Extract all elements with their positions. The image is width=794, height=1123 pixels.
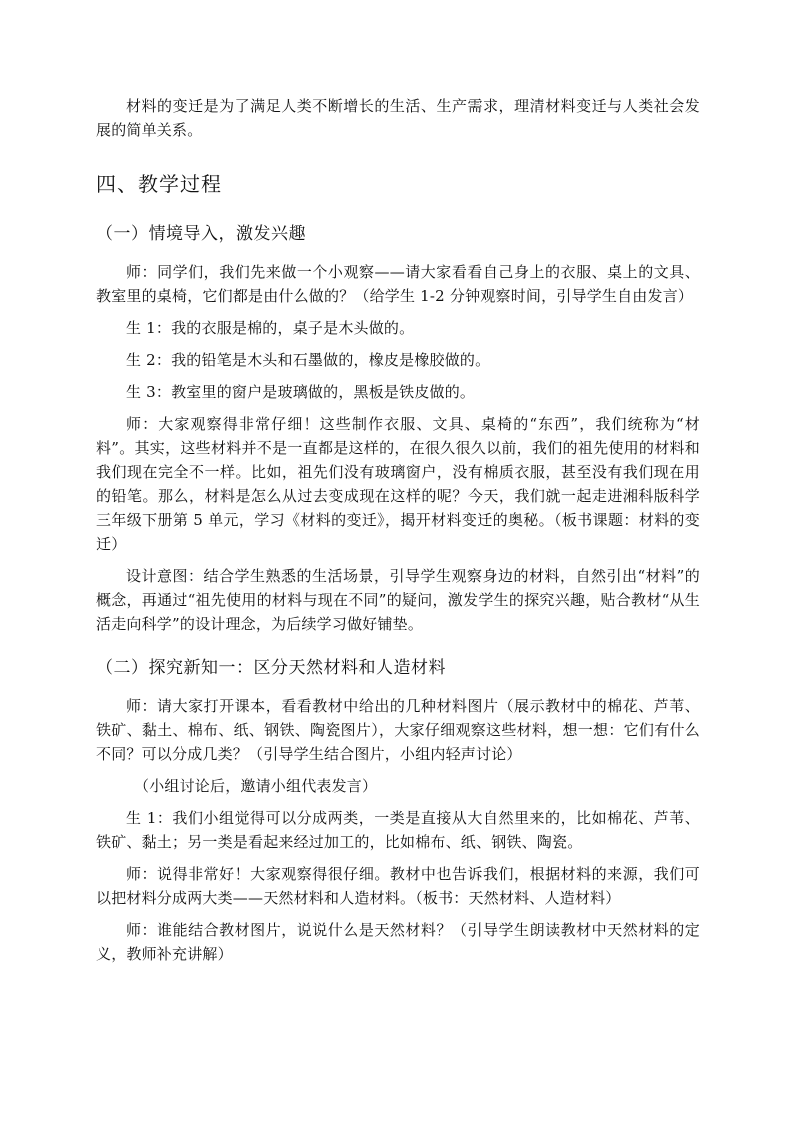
teacher-summary-paragraph: 师：大家观察得非常仔细！这些制作衣服、文具、桌椅的“东西”，我们统称为“材料”。其实，这些材料并不是一直都是这样的，在很久很久以前，我们的祖先使用的材料和我们现在完全不一样。比如，祖先们没有玻璃窗户，没有棉质衣服，甚至没有我们现在用的铅笔。那么，材料是怎么从过去变成现在这样的呢？今天，我们就一起走进湘科版科学三年级下册第 5 单元，学习《材料的变迁》，揭开材料变迁的奥秘。（板书课题：材料的变迁）: [96, 415, 700, 553]
student-3-answer: 生 3：教室里的窗户是玻璃做的，黑板是铁皮做的。: [126, 383, 476, 401]
part-2-heading: （二）探究新知一：区分天然材料和人造材料: [96, 658, 446, 678]
group-discussion-note: （小组讨论后，邀请小组代表发言）: [134, 777, 378, 795]
intro-paragraph: 材料的变迁是为了满足人类不断增长的生活、生产需求，理清材料变迁与人类社会发展的简单关系。: [96, 97, 700, 139]
part-1-heading: （一）情境导入，激发兴趣: [96, 224, 306, 244]
teacher-classification-paragraph: 师：说得非常好！大家观察得很仔细。教材中也告诉我们，根据材料的来源，我们可以把材料分成两大类——天然材料和人造材料。（板书：天然材料、人造材料）: [96, 865, 700, 907]
teacher-natural-material-question: 师：谁能结合教材图片，说说什么是天然材料？（引导学生朗读教材中天然材料的定义，教师补充讲解）: [96, 921, 700, 963]
teacher-question-paragraph: 师：同学们，我们先来做一个小观察——请大家看看自己身上的衣服、桌上的文具、教室里的桌椅，它们都是由什么做的？（给学生 1-2 分钟观察时间，引导学生自由发言）: [96, 263, 700, 305]
student-2-answer: 生 2：我的铅笔是木头和石墨做的，橡皮是橡胶做的。: [126, 351, 491, 369]
document-page: [96, 94, 700, 974]
part-2: [96, 656, 700, 966]
student-1-answer: 生 1：我的衣服是棉的，桌子是木头做的。: [126, 319, 415, 337]
design-intent-paragraph: 设计意图：结合学生熟悉的生活场景，引导学生观察身边的材料，自然引出“材料”的概念，再通过“祖先使用的材料与现在不同”的疑问，激发学生的探究兴趣，贴合教材“从生活走向科学”的设计理念，为后续学习做好铺垫。: [96, 567, 700, 633]
student-group-answer: 生 1：我们小组觉得可以分成两类，一类是直接从大自然里来的，比如棉花、芦苇、铁矿、黏土；另一类是看起来经过加工的，比如棉布、纸、钢铁、陶瓷。: [96, 809, 700, 851]
part-1: [96, 222, 700, 636]
teacher-textbook-paragraph: 师：请大家打开课本，看看教材中给出的几种材料图片（展示教材中的棉花、芦苇、铁矿、黏土、棉布、纸、钢铁、陶瓷图片），大家仔细观察这些材料，想一想：它们有什么不同？可以分成几类？（引导学生结合图片，小组内轻声讨论）: [96, 697, 700, 763]
section-title: 四、教学过程: [96, 172, 222, 196]
